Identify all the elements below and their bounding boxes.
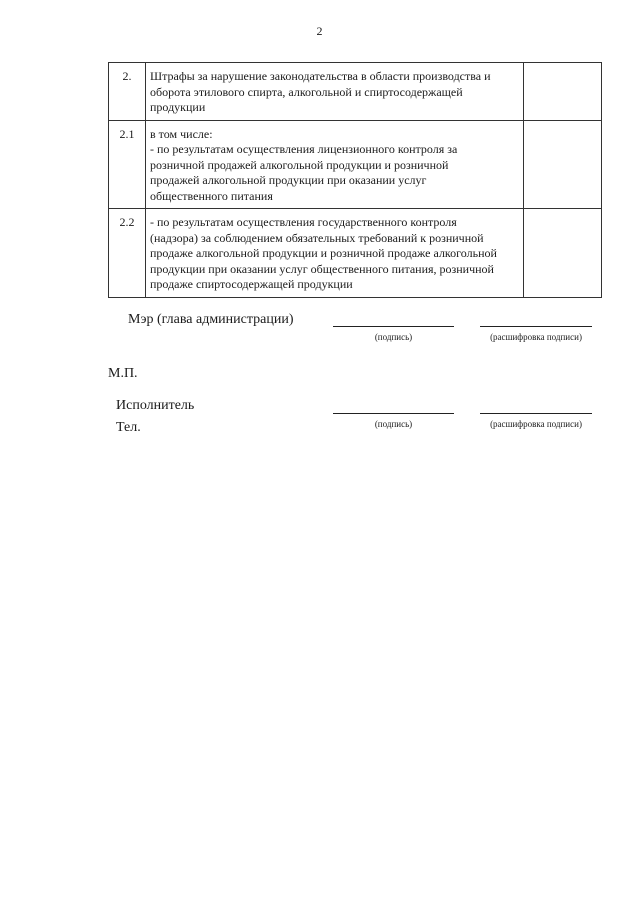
- description-line: продажей алкогольной продукции при оказании услуг: [150, 173, 427, 187]
- executor-signature-caption: (подпись): [374, 419, 413, 429]
- mayor-transcript-line[interactable]: [480, 326, 592, 327]
- row-description: [146, 63, 524, 121]
- row-number: 2.2: [109, 209, 146, 298]
- description-line: в том числе:: [150, 126, 213, 141]
- phone-label: Тел.: [116, 420, 141, 435]
- executor-signature-line[interactable]: [333, 413, 454, 414]
- row-value-cell[interactable]: [524, 63, 602, 121]
- description-line: (надзора) за соблюдением обязательных требований к розничной: [150, 230, 484, 245]
- description-line: оборота этилового спирта, алкогольной и спиртосодержащей: [150, 84, 463, 99]
- table-row: [109, 63, 602, 121]
- row-number: 2.: [109, 63, 146, 121]
- mayor-signature-caption: (подпись): [374, 332, 413, 342]
- description-line: Штрафы за нарушение законодательства в области производства и: [150, 69, 491, 83]
- table-row: [109, 120, 602, 209]
- description-line: общественного питания: [150, 188, 273, 203]
- mayor-label: Мэр (глава администрации): [128, 312, 294, 327]
- stamp-place-label: М.П.: [108, 366, 138, 381]
- row-description: [146, 209, 524, 298]
- row-description: [146, 120, 524, 209]
- executor-transcript-line[interactable]: [480, 413, 592, 414]
- description-line: продукции: [150, 100, 206, 114]
- description-line: продукции при оказании услуг общественного питания, розничной: [150, 261, 494, 276]
- description-line: - по результатам осуществления лицензионного контроля за: [150, 142, 458, 156]
- description-line: продаже алкогольной продукции и розничной продаже алкогольной: [150, 246, 497, 260]
- executor-label: Исполнитель: [116, 398, 195, 413]
- mayor-signature-line[interactable]: [333, 326, 454, 327]
- mayor-transcript-caption: (расшифровка подписи): [490, 332, 582, 342]
- executor-transcript-caption: (расшифровка подписи): [490, 419, 582, 429]
- row-value-cell[interactable]: [524, 120, 602, 209]
- description-line: розничной продажей алкогольной продукции и розничной: [150, 157, 449, 172]
- row-number: 2.1: [109, 120, 146, 209]
- page-number: 2: [316, 24, 323, 38]
- description-line: продаже спиртосодержащей продукции: [150, 277, 353, 291]
- report-table: [108, 62, 602, 298]
- description-line: - по результатам осуществления государственного контроля: [150, 215, 457, 229]
- row-value-cell[interactable]: [524, 209, 602, 298]
- table-row: [109, 209, 602, 298]
- report-table-body: [109, 63, 602, 298]
